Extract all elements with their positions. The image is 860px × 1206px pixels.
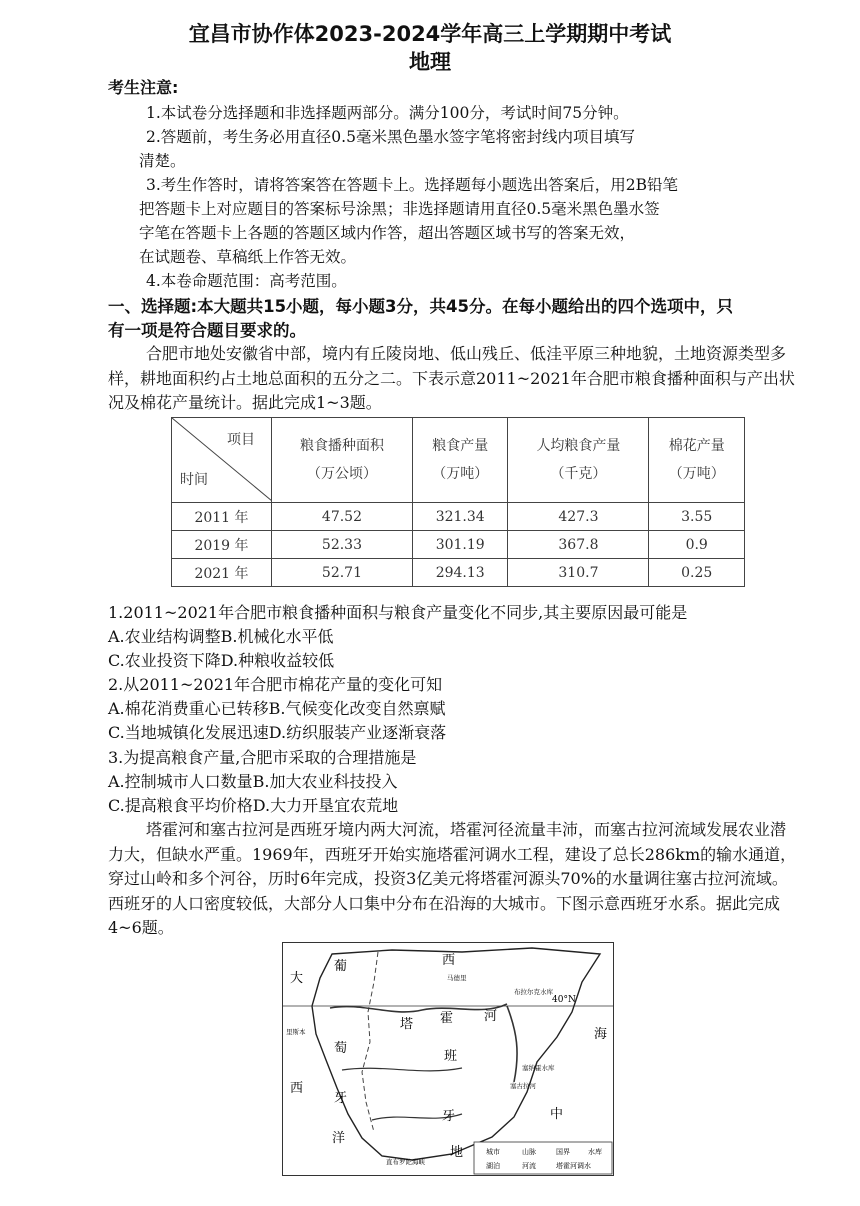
- map-label: 大: [290, 971, 304, 986]
- map-label: 班: [444, 1049, 458, 1064]
- table-row: [172, 503, 745, 531]
- table-corner-cell: [172, 418, 272, 503]
- table-row: [172, 531, 745, 559]
- column-header: 粮食产量 （万吨）: [412, 418, 508, 503]
- table-cell: 321.34: [412, 503, 508, 531]
- map-label: 塔: [400, 1017, 414, 1032]
- question-1-options: C.农业投资下降D.种粮收益较低: [108, 651, 335, 670]
- column-header: 人均粮食产量 （千克）: [508, 418, 649, 503]
- question-1-options: A.农业结构调整B.机械化水平低: [108, 627, 334, 646]
- legend-item: 塔霍河调水: [556, 1162, 591, 1170]
- notice-line: 1.本试卷分选择题和非选择题两部分。满分100分，考试时间75分钟。: [146, 104, 629, 122]
- table-cell: 52.33: [272, 531, 413, 559]
- table-cell: 47.52: [272, 503, 413, 531]
- table-cell: 310.7: [508, 559, 649, 587]
- map-label: 河: [484, 1009, 498, 1024]
- grain-table: [171, 417, 745, 587]
- spain-river-map: [282, 942, 614, 1176]
- city-label: 塞纳霍水库: [522, 1064, 555, 1072]
- column-header: 粮食播种面积 （万公顷）: [272, 418, 413, 503]
- map-label: 葡: [334, 959, 348, 974]
- corner-time-label: 时间: [180, 472, 208, 488]
- latitude-label: 40°N: [552, 995, 576, 1005]
- notice-line: 把答题卡上对应题目的答案标号涂黑；非选择题请用直径0.5毫米黑色墨水签: [139, 200, 660, 218]
- table-cell: 294.13: [412, 559, 508, 587]
- notice-heading: 考生注意:: [108, 78, 179, 97]
- legend-item: 水库: [588, 1148, 602, 1156]
- notice-line: 在试题卷、草稿纸上作答无效。: [139, 248, 357, 266]
- city-label: 直布罗陀海峡: [386, 1158, 425, 1166]
- corner-item-label: 项目: [227, 432, 255, 448]
- notice-line: 3.考生作答时，请将答案答在答题卡上。选择题每小题选出答案后，用2B铅笔: [146, 176, 679, 194]
- notice-line: 清楚。: [139, 152, 186, 170]
- question-3-options: A.控制城市人口数量B.加大农业科技投入: [108, 772, 398, 791]
- map-label: 牙: [334, 1091, 348, 1106]
- notice-line: 4.本卷命题范围：高考范围。: [146, 272, 347, 290]
- table-cell: 3.55: [649, 503, 745, 531]
- section-heading: 一、选择题:本大题共15小题，每小题3分，共45分。在每小题给出的四个选项中，只: [108, 297, 734, 316]
- table-cell: 0.9: [649, 531, 745, 559]
- exam-subject: 地理: [409, 50, 451, 74]
- column-header: 棉花产量 （万吨）: [649, 418, 745, 503]
- passage-spain: 塔霍河和塞古拉河是西班牙境内两大河流，塔霍河径流量丰沛，而塞古拉河流域发展农业潜力大，但缺水严重。1969年，西班牙开始实施塔霍河调水工程，建设了总长286km的输水通道，穿过山岭和多个河谷，历时6年完成，投资3亿美元将塔霍河源头70%的水量调往塞古拉河流域。西班牙的人口密度较低，大部分人口集中分布在沿海的大城市。下图示意西班牙水系。据此完成4~6题。: [108, 820, 797, 937]
- map-label: 萄: [334, 1041, 348, 1056]
- legend-item: 山脉: [522, 1148, 536, 1156]
- table-cell: 52.71: [272, 559, 413, 587]
- table-row: [172, 559, 745, 587]
- question-2-options: C.当地城镇化发展迅速D.纺织服装产业逐渐衰落: [108, 723, 447, 742]
- table-cell: 0.25: [649, 559, 745, 587]
- exam-title: 宜昌市协作体2023-2024学年高三上学期期中考试: [188, 22, 672, 46]
- question-3: 3.为提高粮食产量,合肥市采取的合理措施是: [108, 748, 417, 767]
- map-label: 西: [290, 1081, 304, 1096]
- city-label: 塞古拉河: [510, 1082, 536, 1090]
- map-label: 牙: [442, 1109, 456, 1124]
- city-label: 布拉尔克水库: [514, 988, 553, 996]
- legend-item: 河流: [522, 1162, 536, 1170]
- map-label: 洋: [332, 1131, 346, 1146]
- section-heading: 有一项是符合题目要求的。: [108, 321, 306, 340]
- question-2-options: A.棉花消费重心已转移B.气候变化改变自然禀赋: [108, 699, 446, 718]
- city-label: 马德里: [447, 974, 467, 982]
- legend-item: 城市: [486, 1148, 500, 1156]
- map-label: 霍: [440, 1011, 454, 1026]
- year-cell: 2011 年: [172, 503, 272, 531]
- question-3-options: C.提高粮食平均价格D.大力开垦宜农荒地: [108, 796, 399, 815]
- table-cell: 367.8: [508, 531, 649, 559]
- city-label: 里斯本: [286, 1028, 306, 1036]
- year-cell: 2019 年: [172, 531, 272, 559]
- question-2: 2.从2011~2021年合肥市棉花产量的变化可知: [108, 675, 443, 694]
- map-label: 西: [442, 953, 456, 968]
- year-cell: 2021 年: [172, 559, 272, 587]
- legend-item: 湖泊: [486, 1162, 500, 1170]
- passage-hefei: 合肥市地处安徽省中部，境内有丘陵岗地、低山残丘、低洼平原三种地貌，土地资源类型多样，耕地面积约占土地总面积的五分之二。下表示意2011~2021年合肥市粮食播种面积与产出状况及棉花产量统计。据此完成1~3题。: [108, 344, 795, 412]
- table-cell: 301.19: [412, 531, 508, 559]
- map-label: 海: [594, 1027, 608, 1042]
- notice-line: 2.答题前，考生务必用直径0.5毫米黑色墨水签字笔将密封线内项目填写: [146, 128, 635, 146]
- question-1: 1.2011~2021年合肥市粮食播种面积与粮食产量变化不同步,其主要原因最可能是: [108, 603, 688, 622]
- map-label: 地: [450, 1145, 464, 1160]
- map-label: 中: [550, 1107, 564, 1122]
- table-cell: 427.3: [508, 503, 649, 531]
- legend-item: 国界: [556, 1148, 570, 1156]
- notice-line: 字笔在答题卡上各题的答题区域内作答，超出答题区域书写的答案无效，: [139, 224, 636, 242]
